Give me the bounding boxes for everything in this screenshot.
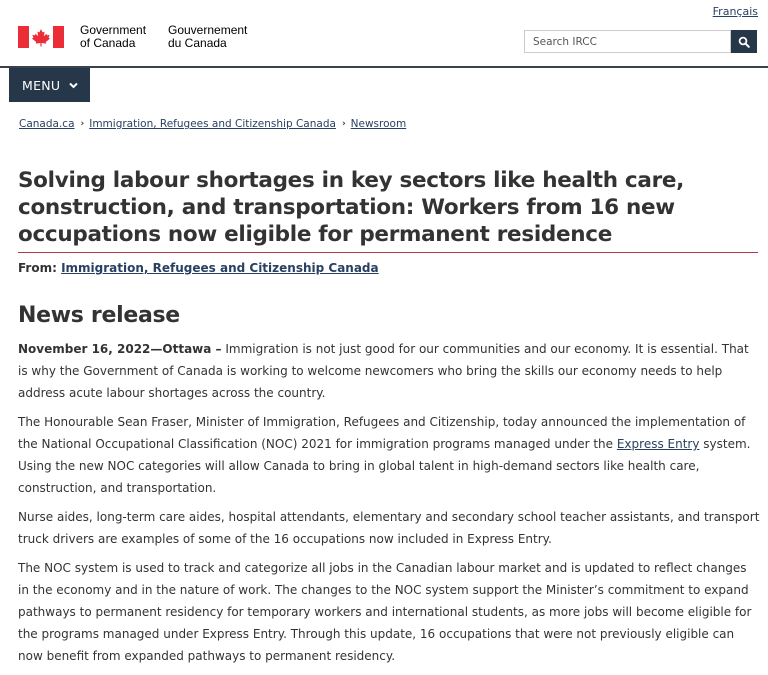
title-underline <box>18 252 758 253</box>
dateline: November 16, 2022—Ottawa – <box>18 342 222 356</box>
header-divider <box>0 66 768 68</box>
chevron-down-icon <box>69 82 78 89</box>
breadcrumb <box>19 118 406 130</box>
government-of-canada-signature[interactable] <box>18 24 247 50</box>
from-label: From: <box>18 261 62 275</box>
search-form <box>524 30 757 53</box>
language-toggle-link[interactable]: Français <box>712 5 758 18</box>
breadcrumb-link-ircc[interactable]: Immigration, Refugees and Citizenship Canada <box>89 118 336 130</box>
brand-fr-line2: du Canada <box>168 36 227 50</box>
paragraph-1 <box>18 338 760 404</box>
menu-label: MENU <box>22 77 61 93</box>
breadcrumb-link-newsroom[interactable]: Newsroom <box>350 118 407 130</box>
from-department-link[interactable]: Immigration, Refugees and Citizenship Canada <box>61 261 379 275</box>
page-title: Solving labour shortages in key sectors like health care, construction, and transportation: Workers from 16 new occupations now eligible for permanent residence <box>18 168 685 247</box>
paragraph-3: Nurse aides, long-term care aides, hospital attendants, elementary and secondary school teacher assistants, and transport truck drivers are examples of some of the 16 occupations now included in Express Entry. <box>18 510 760 546</box>
paragraph-2-text-b: system. Using the new NOC categories will allow Canada to bring in global talent in high-demand sectors like health care, construction, and transportation. <box>18 437 751 495</box>
brand-fr-line1: Gouvernement <box>168 23 248 37</box>
breadcrumb-chevron-icon: › <box>80 119 85 129</box>
paragraph-1-text: Immigration is not just good for our communities and our economy. It is essential. That is why the Government of Canada is working to welcome newcomers who bring the skills our economy needs to help address acute labour shortages across the country. <box>18 342 749 400</box>
section-heading: News release <box>18 303 180 328</box>
search-icon <box>738 36 750 48</box>
breadcrumb-link-canada[interactable]: Canada.ca <box>19 118 75 130</box>
search-input[interactable]: Search IRCC <box>524 30 731 53</box>
article-body <box>18 338 760 674</box>
paragraph-2-text-a: The Honourable Sean Fraser, Minister of Immigration, Refugees and Citizenship, today announced the implementation of the National Occupational Classification (NOC) 2021 for immigration programs managed under the <box>18 415 746 451</box>
menu-button[interactable] <box>9 68 90 102</box>
express-entry-link[interactable]: Express Entry <box>616 437 700 451</box>
breadcrumb-chevron-icon: › <box>341 119 346 129</box>
brand-en-line2: of Canada <box>80 36 136 50</box>
government-wordmark <box>80 24 247 50</box>
paragraph-4: The NOC system is used to track and categorize all jobs in the Canadian labour market and is updated to reflect changes in the economy and in the nature of work. The changes to the NOC system support the Minister’s commitment to expand pathways to permanent residency for temporary workers and international students, as more jobs will become eligible for the programs managed under Express Entry. Through this update, 16 occupations that were not previously eligible can now benefit from expanded pathways to permanent residency. <box>18 561 752 663</box>
brand-en-line1: Government <box>80 23 147 37</box>
search-button[interactable] <box>731 30 757 53</box>
paragraph-2 <box>18 411 760 499</box>
from-line <box>18 261 379 275</box>
canada-flag-icon <box>18 26 64 48</box>
